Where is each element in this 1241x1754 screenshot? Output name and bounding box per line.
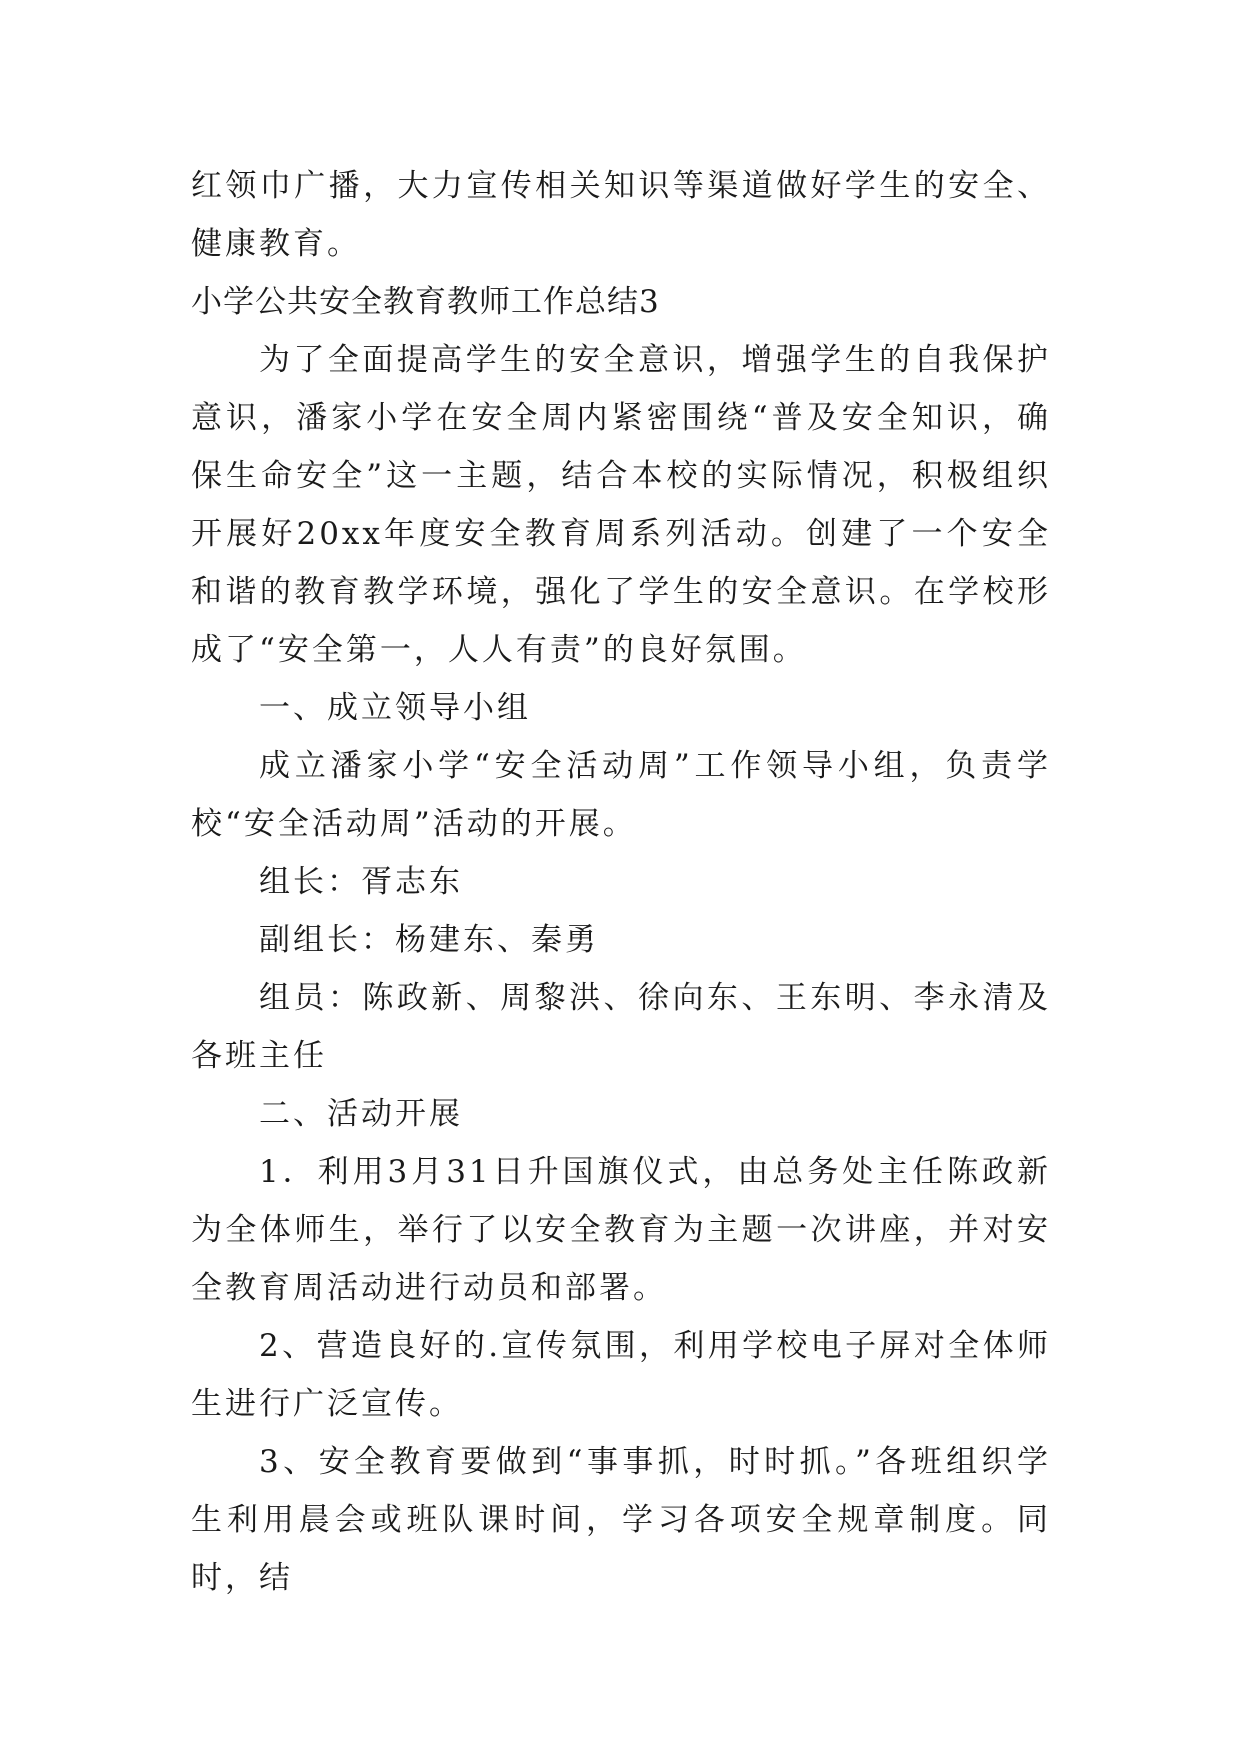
paragraph-intro-continuation: 红领巾广播，大力宣传相关知识等渠道做好学生的安全、健康教育。 xyxy=(191,168,1051,262)
deputy-group-leader: 副组长：杨建东、秦勇 xyxy=(259,922,599,958)
heading-leadership-group: 一、成立领导小组 xyxy=(259,690,531,726)
document-page xyxy=(191,157,1051,1607)
heading-activities: 二、活动开展 xyxy=(259,1096,463,1132)
paragraph-leadership-group: 成立潘家小学“安全活动周”工作领导小组，负责学校“安全活动周”活动的开展。 xyxy=(191,748,1051,842)
activity-item-3: 3、安全教育要做到“事事抓，时时抓。”各班组织学生利用晨会或班队课时间，学习各项安全规章制度。同时，结 xyxy=(191,1444,1051,1596)
activity-item-1: 1．利用3月31日升国旗仪式，由总务处主任陈政新为全体师生，举行了以安全教育为主题一次讲座，并对安全教育周活动进行动员和部署。 xyxy=(191,1154,1051,1306)
paragraph-overview: 为了全面提高学生的安全意识，增强学生的自我保护意识，潘家小学在安全周内紧密围绕“普及安全知识，确保生命安全”这一主题，结合本校的实际情况，积极组织开展好20xx年度安全教育周系列活动。创建了一个安全和谐的教育教学环境，强化了学生的安全意识。在学校形成了“安全第一，人人有责”的良好氛围。 xyxy=(191,342,1051,668)
group-leader: 组长：胥志东 xyxy=(259,864,463,900)
group-members: 组员：陈政新、周黎洪、徐向东、王东明、李永清及各班主任 xyxy=(191,980,1051,1074)
activity-item-2: 2、营造良好的.宣传氛围，利用学校电子屏对全体师生进行广泛宣传。 xyxy=(191,1328,1051,1422)
section-title: 小学公共安全教育教师工作总结3 xyxy=(191,284,660,320)
